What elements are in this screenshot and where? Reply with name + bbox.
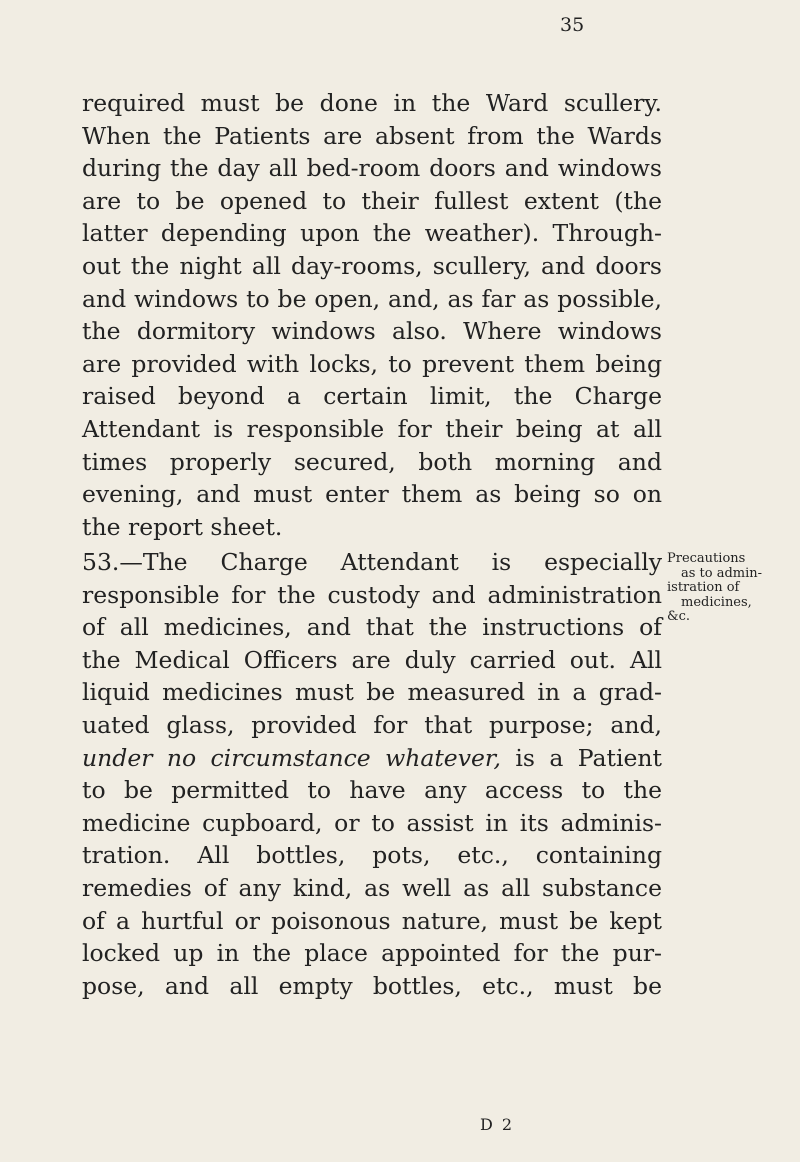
text-line: of a hurtful or poisonous nature, must be kept	[82, 906, 662, 935]
paragraph-53	[82, 546, 662, 1002]
text-line: out the night all day-rooms, scullery, and doors	[82, 251, 662, 280]
text-line: pose, and all empty bottles, etc., must be	[82, 971, 662, 1000]
text-line: evening, and must enter them as being so on	[82, 480, 662, 509]
text-line: during the day all bed-room doors and windows	[82, 154, 662, 183]
text-line: liquid medicines must be measured in a grad-	[82, 678, 662, 707]
text-line: the dormitory windows also. Where windows	[82, 317, 662, 346]
marginal-line: Precautions	[667, 551, 746, 566]
text-line: latter depending upon the weather). Through-	[82, 219, 662, 248]
text-line: When the Patients are absent from the Wards	[82, 121, 662, 150]
paragraph-continued	[82, 87, 662, 543]
text-fragment: is a Patient	[501, 743, 662, 772]
text-line: of all medicines, and that the instructions of	[82, 613, 662, 642]
text-line: responsible for the custody and administration	[82, 580, 662, 609]
text-line: times properly secured, both morning and	[82, 447, 662, 476]
text-line: are provided with locks, to prevent them being	[82, 349, 662, 378]
text-line: required must be done in the Ward scullery.	[82, 89, 662, 117]
marginal-line: &c.	[667, 609, 690, 624]
text-line: 53.—The Charge Attendant is especially	[82, 548, 662, 576]
marginal-note	[667, 552, 799, 625]
text-line	[82, 742, 662, 775]
marginal-line: as to admin-	[681, 565, 763, 581]
text-line: medicine cupboard, or to assist in its adminis-	[82, 808, 662, 837]
text-line: raised beyond a certain limit, the Charge	[82, 382, 662, 411]
emphasis-text: under no circumstance whatever,	[82, 743, 502, 772]
marginal-line: medicines,	[681, 594, 752, 610]
signature-mark: D 2	[480, 1115, 515, 1134]
text-line: tration. All bottles, pots, etc., containing	[82, 841, 662, 870]
text-line: uated glass, provided for that purpose; and,	[82, 710, 662, 739]
text-line: locked up in the place appointed for the pur-	[82, 939, 662, 968]
text-line: and windows to be open, and, as far as possible,	[82, 284, 662, 313]
page-number: 35	[560, 14, 585, 36]
text-line: Attendant is responsible for their being at all	[82, 414, 662, 443]
marginal-line: istration of	[667, 580, 740, 595]
text-line: are to be opened to their fullest extent (the	[82, 186, 662, 215]
text-line: to be permitted to have any access to the	[82, 776, 662, 805]
text-line: remedies of any kind, as well as all substance	[82, 873, 662, 902]
text-line: the Medical Officers are duly carried out. All	[82, 645, 662, 674]
text-line: the report sheet.	[82, 512, 283, 541]
